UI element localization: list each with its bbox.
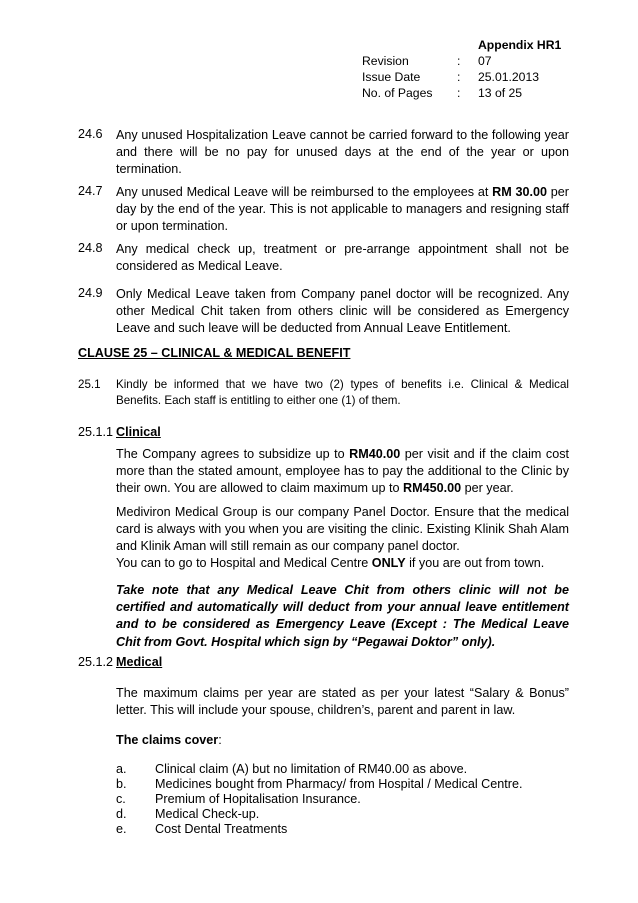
clause-number: 24.8 — [78, 241, 103, 255]
meta-separator: : — [457, 86, 461, 100]
list-item-letter: a. — [116, 762, 127, 776]
clinical-note: Take note that any Medical Leave Chit from others clinic will not be certified and automatically will deduct from your annual leave entitlement and to be considered as Emergency Leave (Except : The Medical Leave Chit from Govt. Hospital which sign by “Pegawai Doktor” only). — [116, 583, 569, 649]
meta-separator: : — [457, 54, 461, 68]
clause-number: 24.6 — [78, 127, 103, 141]
clinical-subsidy-text — [116, 446, 569, 498]
list-item-letter: b. — [116, 777, 127, 791]
text-run: per day by the end of the year. This is not applicable to managers and resigning staff or upon termination. — [116, 185, 569, 234]
text-run: per year. — [461, 481, 514, 496]
clinical-heading: Clinical — [116, 425, 161, 439]
clause-number: 24.9 — [78, 286, 103, 300]
list-item-text: Medicines bought from Pharmacy/ from Hospital / Medical Centre. — [155, 777, 523, 791]
text-run: Any unused Medical Leave will be reimbursed to the employees at — [116, 185, 493, 199]
medical-max-claims-text: The maximum claims per year are stated as per your latest “Salary & Bonus” letter. This will include your spouse, children’s, parent and parent in law. — [116, 686, 569, 718]
text-run: if you are out from town. — [405, 556, 545, 570]
clause-25-title: CLAUSE 25 – CLINICAL & MEDICAL BENEFIT — [78, 346, 351, 360]
clause-25-1-text: Kindly be informed that we have two (2) types of benefits i.e. Clinical & Medical Benefits. Each staff is entitling to either one (1) of them. — [116, 378, 569, 407]
meta-value: 07 — [478, 54, 492, 68]
clause-number: 25.1.1 — [78, 425, 114, 439]
meta-separator: : — [457, 70, 461, 84]
clause-24-7-text — [116, 184, 569, 236]
amount-bold: RM450.00 — [403, 481, 462, 496]
appendix-title: Appendix HR1 — [478, 38, 562, 52]
clinical-hospital-text — [116, 555, 569, 572]
clause-24-8-text: Any medical check up, treatment or pre-arrange appointment shall not be considered as Medical Leave. — [116, 242, 569, 274]
list-item-text: Medical Check-up. — [155, 807, 260, 821]
meta-label: No. of Pages — [362, 86, 433, 100]
clause-number: 25.1.2 — [78, 655, 114, 669]
text-run: The Company agrees to subsidize up to — [116, 447, 350, 461]
list-item-text: Clinical claim (A) but no limitation of RM40.00 as above. — [155, 762, 468, 776]
meta-label: Issue Date — [362, 70, 421, 84]
list-item-letter: c. — [116, 792, 126, 806]
claims-cover-label — [116, 733, 222, 747]
meta-value: 13 of 25 — [478, 86, 523, 100]
clause-number: 24.7 — [78, 184, 103, 198]
only-bold: ONLY — [371, 556, 406, 570]
clause-24-6-text: Any unused Hospitalization Leave cannot be carried forward to the following year and there will be no pay for unused days at the end of the year or upon termination. — [116, 128, 569, 177]
medical-heading: Medical — [116, 655, 163, 669]
list-item-letter: d. — [116, 807, 127, 821]
list-item-text: Cost Dental Treatments — [155, 822, 288, 836]
text-run: You can to go to Hospital and Medical Centre — [116, 556, 372, 570]
clinical-panel-doctor-text: Mediviron Medical Group is our company Panel Doctor. Ensure that the medical card is always with you when you are visiting the clinic. Existing Klinik Shah Alam and Klinik Aman will still remain as our company panel doctor. — [116, 505, 569, 554]
claims-cover-bold: The claims cover — [116, 733, 219, 747]
meta-label: Revision — [362, 54, 409, 68]
text-run: per visit and if the claim cost more than the stated amount, employee has to pay the additional to the Clinic by their own. You are allowed to claim maximum up to — [116, 447, 569, 496]
list-item-text: Premium of Hopitalisation Insurance. — [155, 792, 361, 806]
clause-24-9-text: Only Medical Leave taken from Company panel doctor will be recognized. Any other Medical Chit taken from others clinic will be considered as Emergency Leave and such leave will be deducted from Annual Leave Entitlement. — [116, 287, 569, 336]
amount-bold: RM 30.00 — [492, 185, 548, 199]
list-item-letter: e. — [116, 822, 127, 836]
amount-bold: RM40.00 — [349, 447, 401, 461]
clause-number: 25.1 — [78, 378, 101, 391]
meta-value: 25.01.2013 — [478, 70, 539, 84]
claims-cover-colon: : — [218, 733, 222, 747]
